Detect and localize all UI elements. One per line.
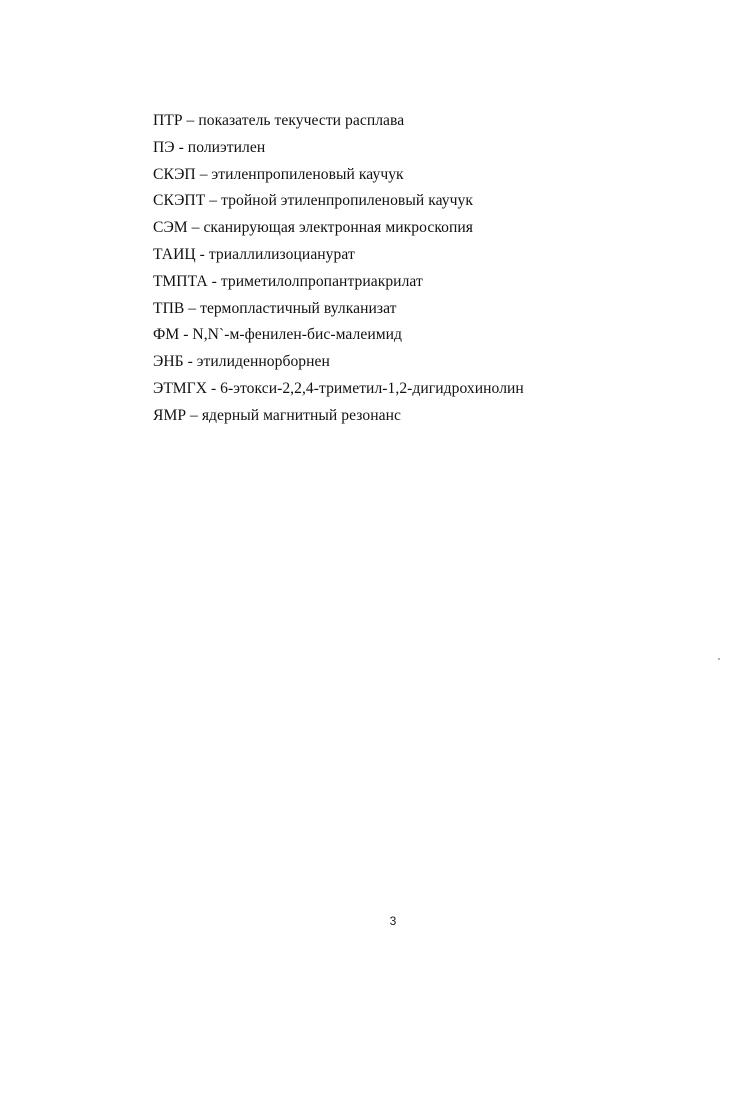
abbreviation-entry: ТАИЦ - триаллилизоцианурат: [153, 245, 355, 263]
scan-speck: [718, 658, 720, 660]
abbreviation-entry: СКЭПТ – тройной этиленпропиленовый каучук: [153, 192, 473, 210]
abbreviation-entry: ЯМР – ядерный магнитный резонанс: [153, 406, 401, 424]
abbreviation-entry: ТМПТА - триметилолпропантриакрилат: [153, 272, 423, 290]
abbreviation-entry: ПТР – показатель текучести расплава: [153, 112, 405, 129]
abbreviation-entry: СКЭП – этиленпропиленовый каучук: [153, 165, 404, 183]
abbreviation-list: [153, 108, 673, 430]
abbreviation-entry: ЭТМГХ - 6-этокси-2,2,4-триметил-1,2-дигидрохинолин: [153, 379, 524, 397]
abbreviation-entry: ФМ - N,N`-м-фенилен-бис-малеимид: [153, 326, 403, 344]
abbreviation-entry: ПЭ - полиэтилен: [153, 138, 266, 156]
abbreviation-entry: СЭМ – сканирующая электронная микроскопия: [153, 219, 474, 237]
abbreviation-entry: ТПВ – термопластичный вулканизат: [153, 299, 397, 317]
page-number: 3: [389, 914, 397, 928]
abbreviation-entry: ЭНБ - этилиденнорборнен: [153, 353, 330, 371]
